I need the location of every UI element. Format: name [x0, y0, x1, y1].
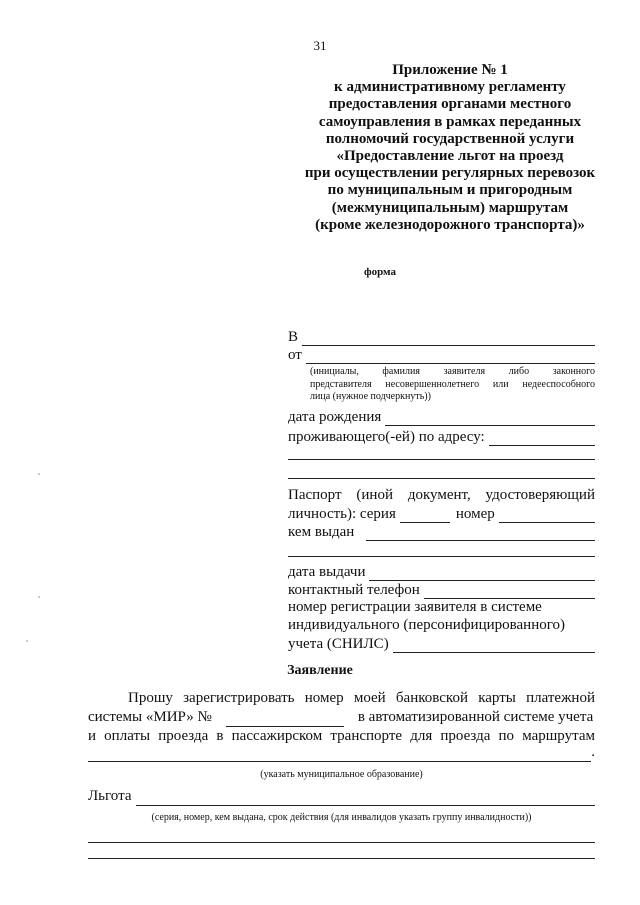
- snils-field[interactable]: [288, 635, 595, 653]
- address-field[interactable]: [288, 428, 595, 446]
- appendix-line: Приложение № 1: [392, 62, 508, 78]
- form-label: форма: [364, 266, 396, 278]
- address-line-3[interactable]: [288, 477, 595, 479]
- from-note: [288, 366, 595, 404]
- from-note-line: лица (нужное подчеркнуть)): [310, 391, 431, 402]
- appendix-line: по муниципальным и пригородным: [327, 182, 573, 199]
- to-field[interactable]: [288, 328, 595, 346]
- benefit-underline[interactable]: [136, 793, 596, 806]
- appendix-line: (межмуниципальным) маршрутам: [331, 199, 569, 216]
- municipality-note: (указать муниципальное образование): [260, 769, 423, 780]
- from-underline[interactable]: [306, 351, 595, 364]
- address-underline[interactable]: [489, 433, 595, 446]
- issue-date-label: дата выдачи: [288, 563, 366, 580]
- scan-speck: [38, 596, 40, 598]
- statement-body: [88, 689, 595, 859]
- issue-date-field[interactable]: [288, 563, 595, 581]
- passport-line: Паспорт (иной документ, удостоверяющий: [288, 486, 595, 503]
- passport-series-number[interactable]: [288, 505, 595, 523]
- scan-speck: [26, 640, 28, 642]
- municipality-underline[interactable]: [88, 749, 591, 762]
- applicant-fields: [288, 328, 595, 653]
- passport-number-underline[interactable]: [499, 510, 595, 523]
- appendix-line: самоуправления в рамках переданных: [318, 113, 582, 130]
- appendix-line: полномочий государственной услуги: [325, 130, 575, 147]
- benefit-note: (серия, номер, кем выдана, срок действия (для инвалидов указать группу инвалидности)): [151, 812, 532, 823]
- scan-speck: [38, 473, 40, 475]
- snils-line: номер регистрации заявителя в системе: [288, 598, 542, 615]
- birth-date-field[interactable]: [288, 408, 595, 426]
- birth-date-label: дата рождения: [288, 408, 382, 425]
- card-number-line[interactable]: [88, 708, 595, 727]
- issue-date-underline[interactable]: [369, 568, 595, 581]
- to-label: В: [288, 329, 299, 345]
- phone-label: контактный телефон: [288, 581, 420, 598]
- snils-label: учета (СНИЛС): [288, 635, 389, 652]
- appendix-header: [280, 62, 620, 234]
- from-label: от: [288, 347, 302, 363]
- statement-line2-end: в автоматизированной системе учета: [357, 709, 594, 725]
- address-line-2[interactable]: [288, 458, 595, 460]
- from-note-line: (инициалы, фамилия заявителя либо законного: [310, 366, 595, 377]
- statement-line: Прошу зарегистрировать номер моей банковской карты платежной: [128, 690, 595, 706]
- from-field[interactable]: [288, 346, 595, 364]
- benefit-field[interactable]: [88, 788, 595, 806]
- municipality-dot: .: [591, 744, 595, 760]
- card-number-underline[interactable]: [226, 714, 344, 727]
- snils-underline[interactable]: [393, 640, 595, 653]
- address-label: проживающего(-ей) по адресу:: [288, 428, 485, 445]
- phone-field[interactable]: [288, 581, 595, 599]
- appendix-line: предоставления органами местного: [328, 96, 572, 113]
- statement-title: Заявление: [287, 663, 353, 678]
- benefit-label: Льгота: [88, 788, 132, 804]
- statement-line: и оплаты проезда в пассажирском транспорте для проезда по маршрутам: [88, 728, 595, 744]
- appendix-line: (кроме железнодорожного транспорта)»: [315, 216, 585, 233]
- issued-by-label: кем выдан: [288, 523, 355, 540]
- passport-series-underline[interactable]: [400, 510, 450, 523]
- birth-date-underline[interactable]: [385, 413, 595, 426]
- issued-by-line-2[interactable]: [288, 555, 595, 557]
- page-number: 31: [313, 38, 327, 53]
- issued-by-field[interactable]: [288, 523, 595, 541]
- passport-series-label: личность): серия: [288, 505, 396, 522]
- benefit-line-2[interactable]: [88, 841, 595, 843]
- appendix-line: к административному регламенту: [334, 79, 566, 96]
- benefit-line-3[interactable]: [88, 857, 595, 859]
- to-underline[interactable]: [302, 333, 595, 346]
- passport-number-label: номер: [455, 505, 495, 522]
- municipality-line[interactable]: [88, 746, 595, 762]
- phone-underline[interactable]: [424, 586, 595, 599]
- appendix-line: при осуществлении регулярных перевозок: [304, 165, 596, 182]
- from-note-line: представителя несовершеннолетнего или недееспособного: [310, 378, 595, 390]
- appendix-line: «Предоставление льгот на проезд: [336, 148, 564, 165]
- snils-line: индивидуального (персонифицированного): [288, 616, 565, 633]
- card-system-label: системы «МИР» №: [88, 709, 212, 725]
- issued-by-underline[interactable]: [366, 528, 595, 541]
